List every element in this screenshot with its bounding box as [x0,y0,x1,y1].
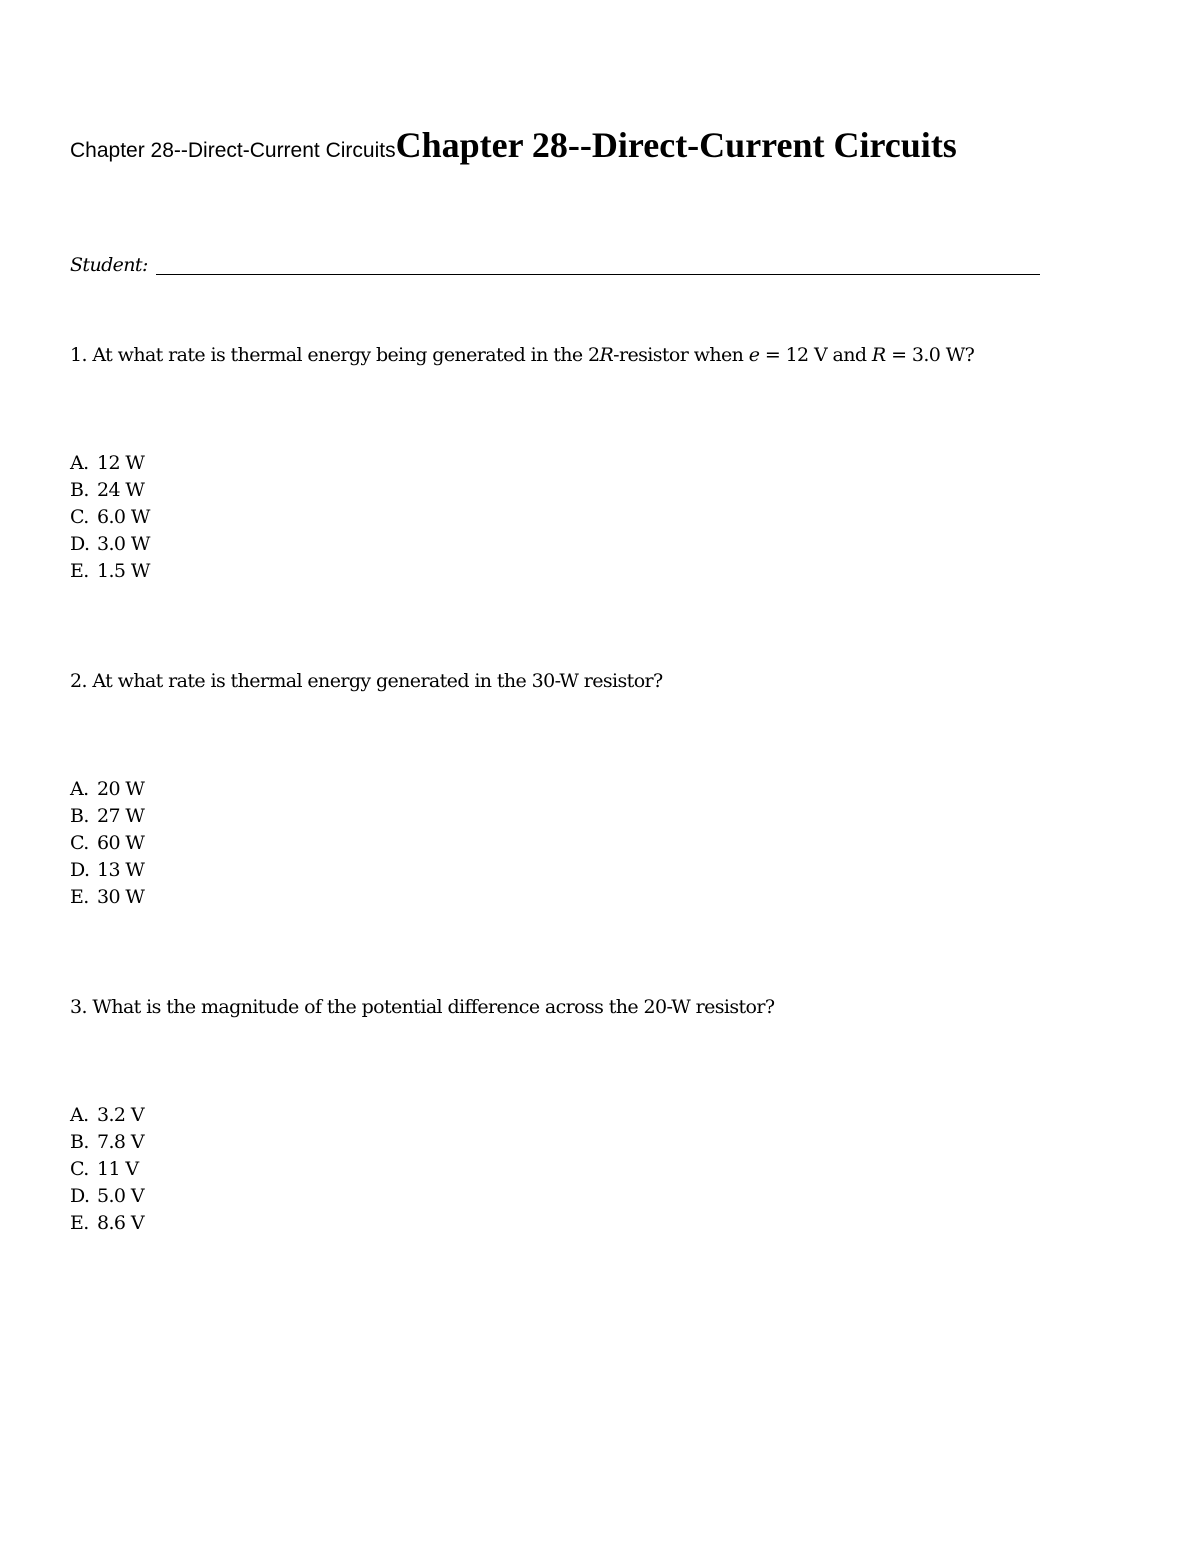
option-letter: E. [70,886,89,908]
option-text: 12 W [97,452,145,474]
option-text: 3.2 V [97,1104,144,1126]
option-text: 20 W [97,778,145,800]
answer-option[interactable] [70,531,150,558]
answer-option[interactable] [70,1210,144,1237]
header-big-title: Chapter 28--Direct-Current Circuits [395,125,957,165]
answer-option[interactable] [70,803,144,830]
option-letter: E. [70,560,89,582]
option-text: 6.0 W [97,506,150,528]
answer-option[interactable] [70,1156,144,1183]
question-2-options [70,776,144,911]
question-number: 3. [70,996,87,1018]
answer-option[interactable] [70,450,150,477]
header-small-title: Chapter 28--Direct-Current Circuits [70,139,396,162]
question-2 [70,668,1120,908]
option-letter: B. [70,805,89,827]
option-letter: C. [70,1158,89,1180]
answer-option[interactable] [70,830,144,857]
option-text: 7.8 V [97,1131,144,1153]
option-text: 30 W [97,886,145,908]
answer-option[interactable] [70,558,150,585]
question-3 [70,994,1120,1234]
option-letter: A. [70,778,89,800]
option-letter: A. [70,1104,89,1126]
student-name-line[interactable] [156,274,1040,275]
option-text: 8.6 V [97,1212,144,1234]
question-1-text: 1. At what rate is thermal energy being generated in the 2R-resistor when e = 12 V and R = 3.0 W? [70,344,975,366]
option-letter: A. [70,452,89,474]
question-1-options [70,450,150,585]
answer-option[interactable] [70,1102,144,1129]
student-label: Student: [70,254,148,276]
option-text: 24 W [97,479,145,501]
option-letter: B. [70,1131,89,1153]
question-3-text: 3. What is the magnitude of the potential difference across the 20-W resistor? [70,996,775,1018]
student-field [70,254,1040,280]
option-letter: B. [70,479,89,501]
answer-option[interactable] [70,857,144,884]
answer-option[interactable] [70,776,144,803]
answer-option[interactable] [70,477,150,504]
answer-option[interactable] [70,1129,144,1156]
option-text: 11 V [97,1158,139,1180]
option-letter: D. [70,859,90,881]
answer-option[interactable] [70,504,150,531]
option-text: 5.0 V [97,1185,144,1207]
option-text: 3.0 W [97,533,150,555]
answer-option[interactable] [70,884,144,911]
question-3-options [70,1102,144,1237]
option-text: 1.5 W [97,560,150,582]
option-letter: C. [70,506,89,528]
question-2-text: 2. At what rate is thermal energy generated in the 30-W resistor? [70,670,663,692]
option-letter: E. [70,1212,89,1234]
page-header [70,124,957,166]
option-letter: D. [70,1185,90,1207]
option-letter: D. [70,533,90,555]
option-text: 13 W [97,859,145,881]
option-text: 27 W [97,805,145,827]
question-number: 2. [70,670,87,692]
option-text: 60 W [97,832,145,854]
option-letter: C. [70,832,89,854]
question-number: 1. [70,344,87,366]
question-1 [70,342,1120,582]
answer-option[interactable] [70,1183,144,1210]
